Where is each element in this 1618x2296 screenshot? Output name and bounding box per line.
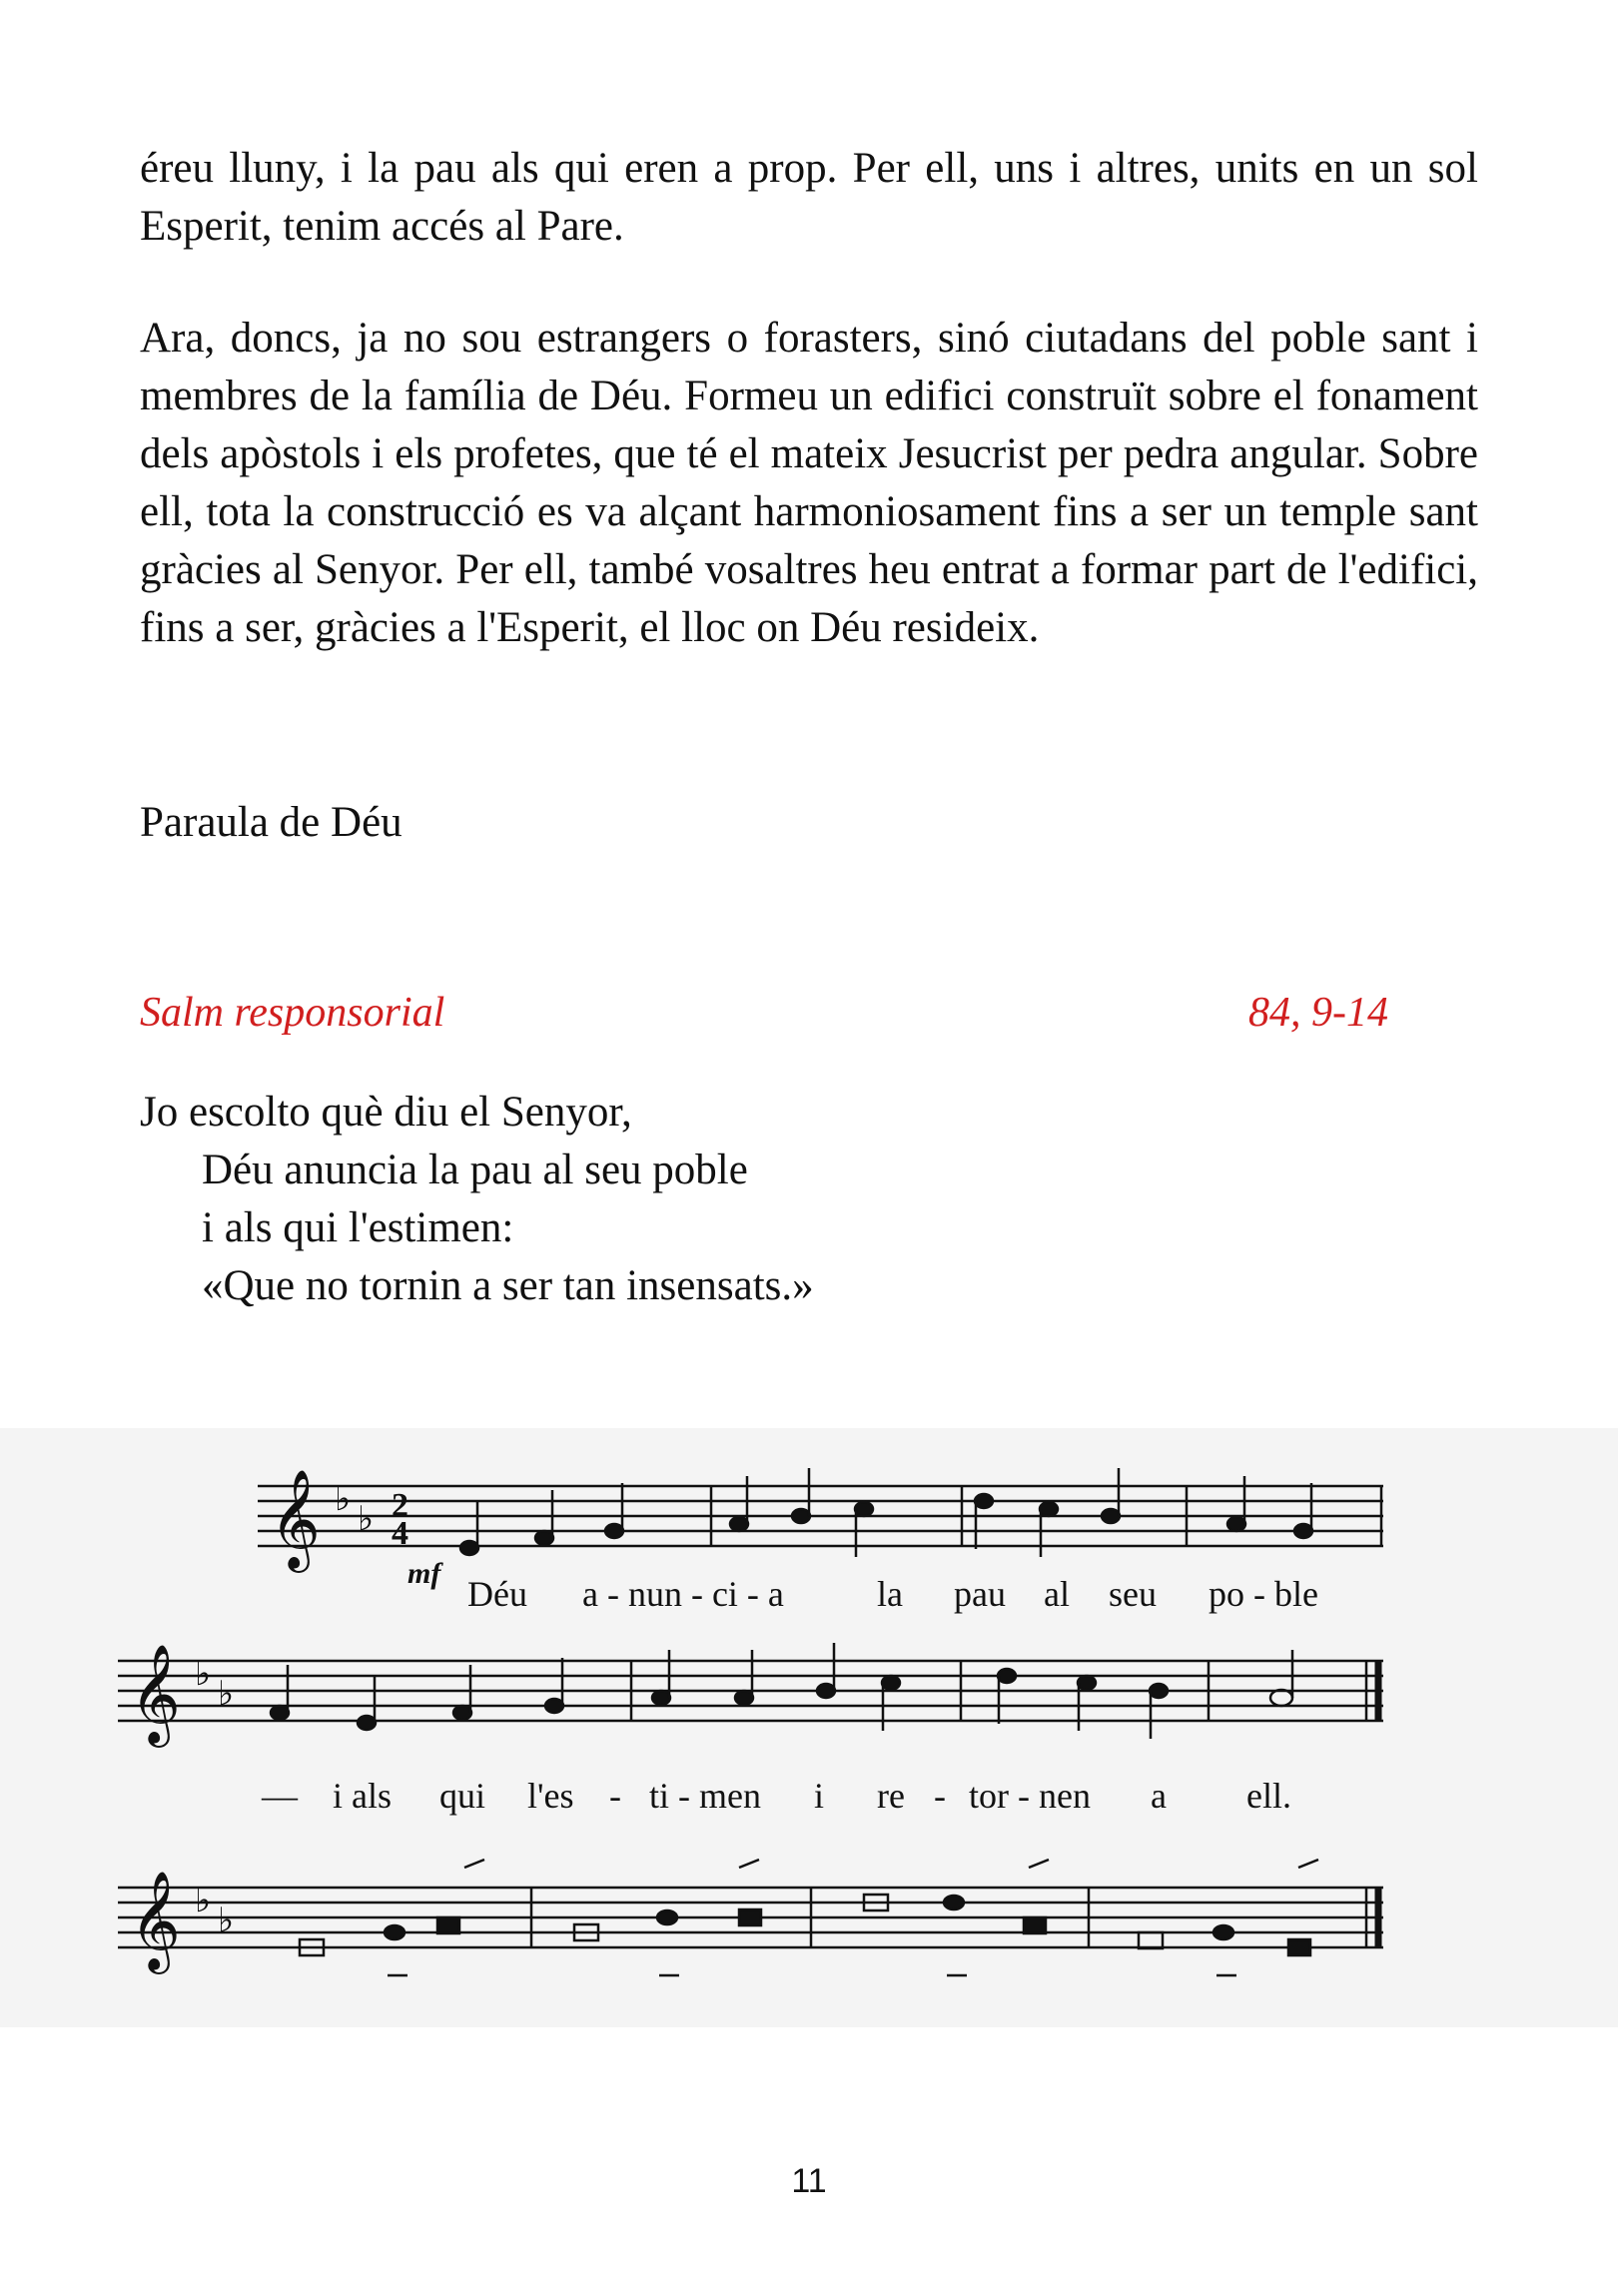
page-number: 11: [791, 2162, 827, 2200]
note: [1024, 1917, 1046, 1933]
time-signature-top: 2: [392, 1487, 408, 1524]
staff-1: [258, 1486, 1383, 1546]
lyric: qui: [439, 1776, 486, 1816]
lyric: -: [609, 1776, 621, 1816]
note: [735, 1691, 753, 1705]
note: [545, 1699, 563, 1713]
note: [535, 1531, 553, 1545]
note: [730, 1517, 748, 1531]
psalm-title: Salm responsorial: [140, 990, 445, 1036]
psalm-heading: [140, 989, 1388, 1037]
lyric: i als: [333, 1776, 392, 1816]
note: [1078, 1676, 1096, 1690]
note: [792, 1509, 810, 1523]
lyric: Déu: [467, 1574, 527, 1614]
note: [358, 1716, 376, 1730]
paragraph-2-text: Ara, doncs, ja no sou estrangers o forasters, sinó ciutadans del poble sant i membres de la família de Déu. Formeu un edifici construït sobre el fonament dels apòstols i els profetes, que té el mateix Jesucrist per pedra angular. Sobre ell, tota la construcció es va alçant harmoniosament fins a ser un temple sant gràcies al Senyor. Per ell, també vosaltres heu entrat a formar part de l'edifici, fins a ser, gràcies a l'Esperit, el lloc on Déu resideix.: [140, 315, 1478, 651]
verse-line: «Que no tornin a ser tan insensats.»: [202, 1262, 814, 1309]
lyric: tor - nen: [969, 1776, 1091, 1816]
note: [1150, 1684, 1168, 1698]
note: [998, 1669, 1016, 1683]
note: [944, 1896, 964, 1910]
lyric: ell.: [1246, 1776, 1291, 1816]
lyric: a - nun - ci - a: [582, 1574, 784, 1614]
note: [1288, 1939, 1310, 1955]
note: [882, 1676, 900, 1690]
note: [605, 1524, 623, 1538]
paragraph-1-text: éreu lluny, i la pau als qui eren a prop. Per ell, uns i altres, units en un sol Esperit, tenim accés al Pare.: [140, 145, 1478, 250]
treble-clef-icon: 𝄞: [130, 1871, 181, 1970]
note: [437, 1917, 459, 1933]
lyric: i: [814, 1776, 825, 1816]
lyric: po - ble: [1209, 1574, 1318, 1614]
note: [739, 1910, 761, 1925]
music-score: [0, 1428, 1618, 2027]
lyric: -: [934, 1776, 946, 1816]
paragraph-2: [140, 310, 1478, 657]
lyric: al: [1044, 1574, 1070, 1614]
flat-icon: ♭: [218, 1901, 235, 1940]
flat-icon: ♭: [335, 1479, 352, 1519]
time-signature-bottom: 4: [392, 1515, 408, 1552]
lyric: pau: [954, 1574, 1006, 1614]
psalm-reference: 84, 9-14: [1248, 990, 1388, 1036]
note: [855, 1502, 873, 1516]
note: [1270, 1690, 1292, 1706]
lyric: a: [1151, 1776, 1167, 1816]
lyric: la: [877, 1574, 903, 1614]
flat-icon: ♭: [195, 1881, 212, 1920]
lyric: re: [877, 1776, 905, 1816]
note: [975, 1494, 993, 1508]
verse-line: i als qui l'estimen:: [202, 1204, 514, 1251]
closing-formula: Paraula de Déu: [140, 799, 403, 846]
note: [652, 1691, 670, 1705]
flat-icon: ♭: [358, 1499, 375, 1539]
music-score-image: [0, 1428, 1618, 2027]
note: [460, 1541, 478, 1555]
treble-clef-icon: 𝄞: [270, 1469, 321, 1569]
psalm-verses: [140, 1084, 1478, 1315]
dynamic-marking: mf: [407, 1557, 441, 1590]
notes-line-1: [460, 1468, 1312, 1557]
flat-icon: ♭: [195, 1654, 212, 1694]
note: [453, 1706, 471, 1720]
flat-icon: ♭: [218, 1674, 235, 1714]
note: [385, 1925, 404, 1939]
note: [1294, 1524, 1312, 1538]
lyric: seu: [1109, 1574, 1157, 1614]
note: [1214, 1925, 1233, 1939]
note: [1102, 1509, 1120, 1523]
verse-line: Jo escolto què diu el Senyor,: [140, 1089, 632, 1136]
note: [657, 1911, 677, 1924]
note: [1139, 1932, 1163, 1948]
verse-line: Déu anuncia la pau al seu poble: [202, 1147, 748, 1193]
treble-clef-icon: 𝄞: [130, 1644, 181, 1744]
paragraph-1: [140, 140, 1478, 256]
lyric: ti - men: [649, 1776, 761, 1816]
staff-2: [118, 1661, 1383, 1721]
note: [1040, 1502, 1058, 1516]
lyric: l'es: [527, 1776, 574, 1816]
note: [271, 1706, 289, 1720]
note: [1227, 1517, 1245, 1531]
lyric: —: [262, 1776, 298, 1816]
note: [817, 1684, 835, 1698]
